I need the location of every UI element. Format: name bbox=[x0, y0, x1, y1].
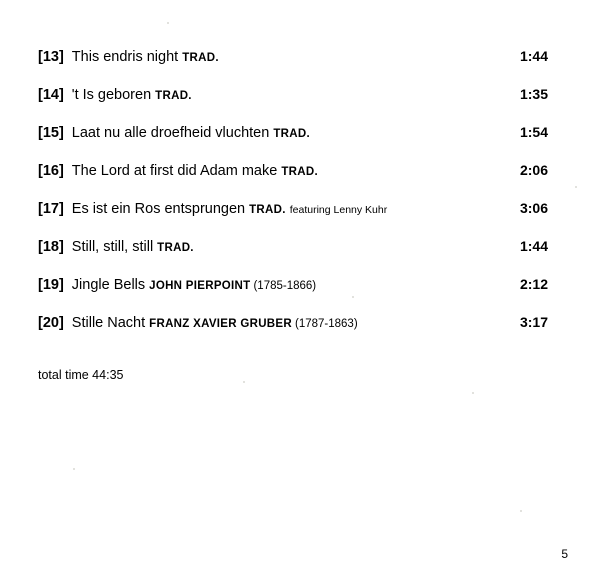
track-row bbox=[38, 48, 548, 86]
track-composer: TRAD. bbox=[281, 166, 318, 178]
track-title: Stille Nacht bbox=[71, 315, 146, 331]
track-title-group bbox=[72, 87, 494, 103]
track-duration: 1:44 bbox=[519, 238, 548, 254]
track-row bbox=[38, 124, 548, 162]
track-title: The Lord at first did Adam make bbox=[71, 163, 278, 179]
track-composer: TRAD. bbox=[182, 52, 219, 64]
track-duration: 1:35 bbox=[519, 86, 548, 102]
track-title: 't Is geboren bbox=[71, 87, 152, 103]
track-number: [20] bbox=[38, 315, 64, 331]
paper-speckle bbox=[575, 186, 577, 188]
total-time-label: total time 44:35 bbox=[38, 368, 124, 382]
track-number: [17] bbox=[38, 201, 64, 217]
track-row bbox=[38, 162, 548, 200]
track-featuring: featuring Lenny Kuhr bbox=[289, 204, 388, 216]
track-number: [19] bbox=[38, 277, 64, 293]
paper-speckle bbox=[472, 392, 474, 394]
track-title: Still, still, still bbox=[71, 239, 154, 255]
track-row bbox=[38, 238, 548, 276]
track-number: [16] bbox=[38, 163, 64, 179]
track-duration: 1:54 bbox=[519, 124, 548, 140]
track-row bbox=[38, 200, 548, 238]
track-composer-years: (1787-1863) bbox=[295, 318, 358, 330]
track-title-group bbox=[72, 125, 494, 141]
track-row bbox=[38, 314, 548, 352]
track-number: [18] bbox=[38, 239, 64, 255]
track-composer: TRAD. bbox=[249, 204, 286, 216]
track-duration: 3:17 bbox=[519, 314, 548, 330]
track-title: This endris night bbox=[71, 49, 179, 65]
track-title-group bbox=[72, 163, 494, 179]
track-duration: 2:06 bbox=[519, 162, 548, 178]
track-title: Laat nu alle droefheid vluchten bbox=[71, 125, 270, 141]
page-number: 5 bbox=[561, 547, 568, 561]
track-title: Jingle Bells bbox=[71, 277, 146, 293]
track-title-group bbox=[72, 315, 494, 331]
track-title-group bbox=[72, 201, 494, 217]
paper-speckle bbox=[243, 381, 245, 383]
track-composer: TRAD. bbox=[155, 90, 192, 102]
track-title: Es ist ein Ros entsprungen bbox=[71, 201, 246, 217]
track-row bbox=[38, 86, 548, 124]
track-title-group bbox=[72, 277, 494, 293]
paper-speckle bbox=[520, 510, 522, 512]
track-number: [13] bbox=[38, 49, 64, 65]
paper-speckle bbox=[167, 22, 169, 24]
track-title-group bbox=[72, 49, 494, 65]
track-number: [14] bbox=[38, 87, 64, 103]
track-number: [15] bbox=[38, 125, 64, 141]
track-composer-years: (1785-1866) bbox=[253, 280, 317, 292]
track-row bbox=[38, 276, 548, 314]
track-title-group bbox=[72, 239, 494, 255]
track-composer: TRAD. bbox=[157, 242, 194, 254]
track-duration: 3:06 bbox=[519, 200, 548, 216]
paper-speckle bbox=[73, 468, 75, 470]
track-duration: 1:44 bbox=[519, 48, 548, 64]
track-composer: JOHN PIERPOINT bbox=[149, 280, 251, 292]
track-duration: 2:12 bbox=[519, 276, 548, 292]
track-composer: FRANZ XAVIER GRUBER bbox=[149, 318, 292, 330]
track-listing bbox=[38, 48, 548, 352]
track-composer: TRAD. bbox=[273, 128, 310, 140]
